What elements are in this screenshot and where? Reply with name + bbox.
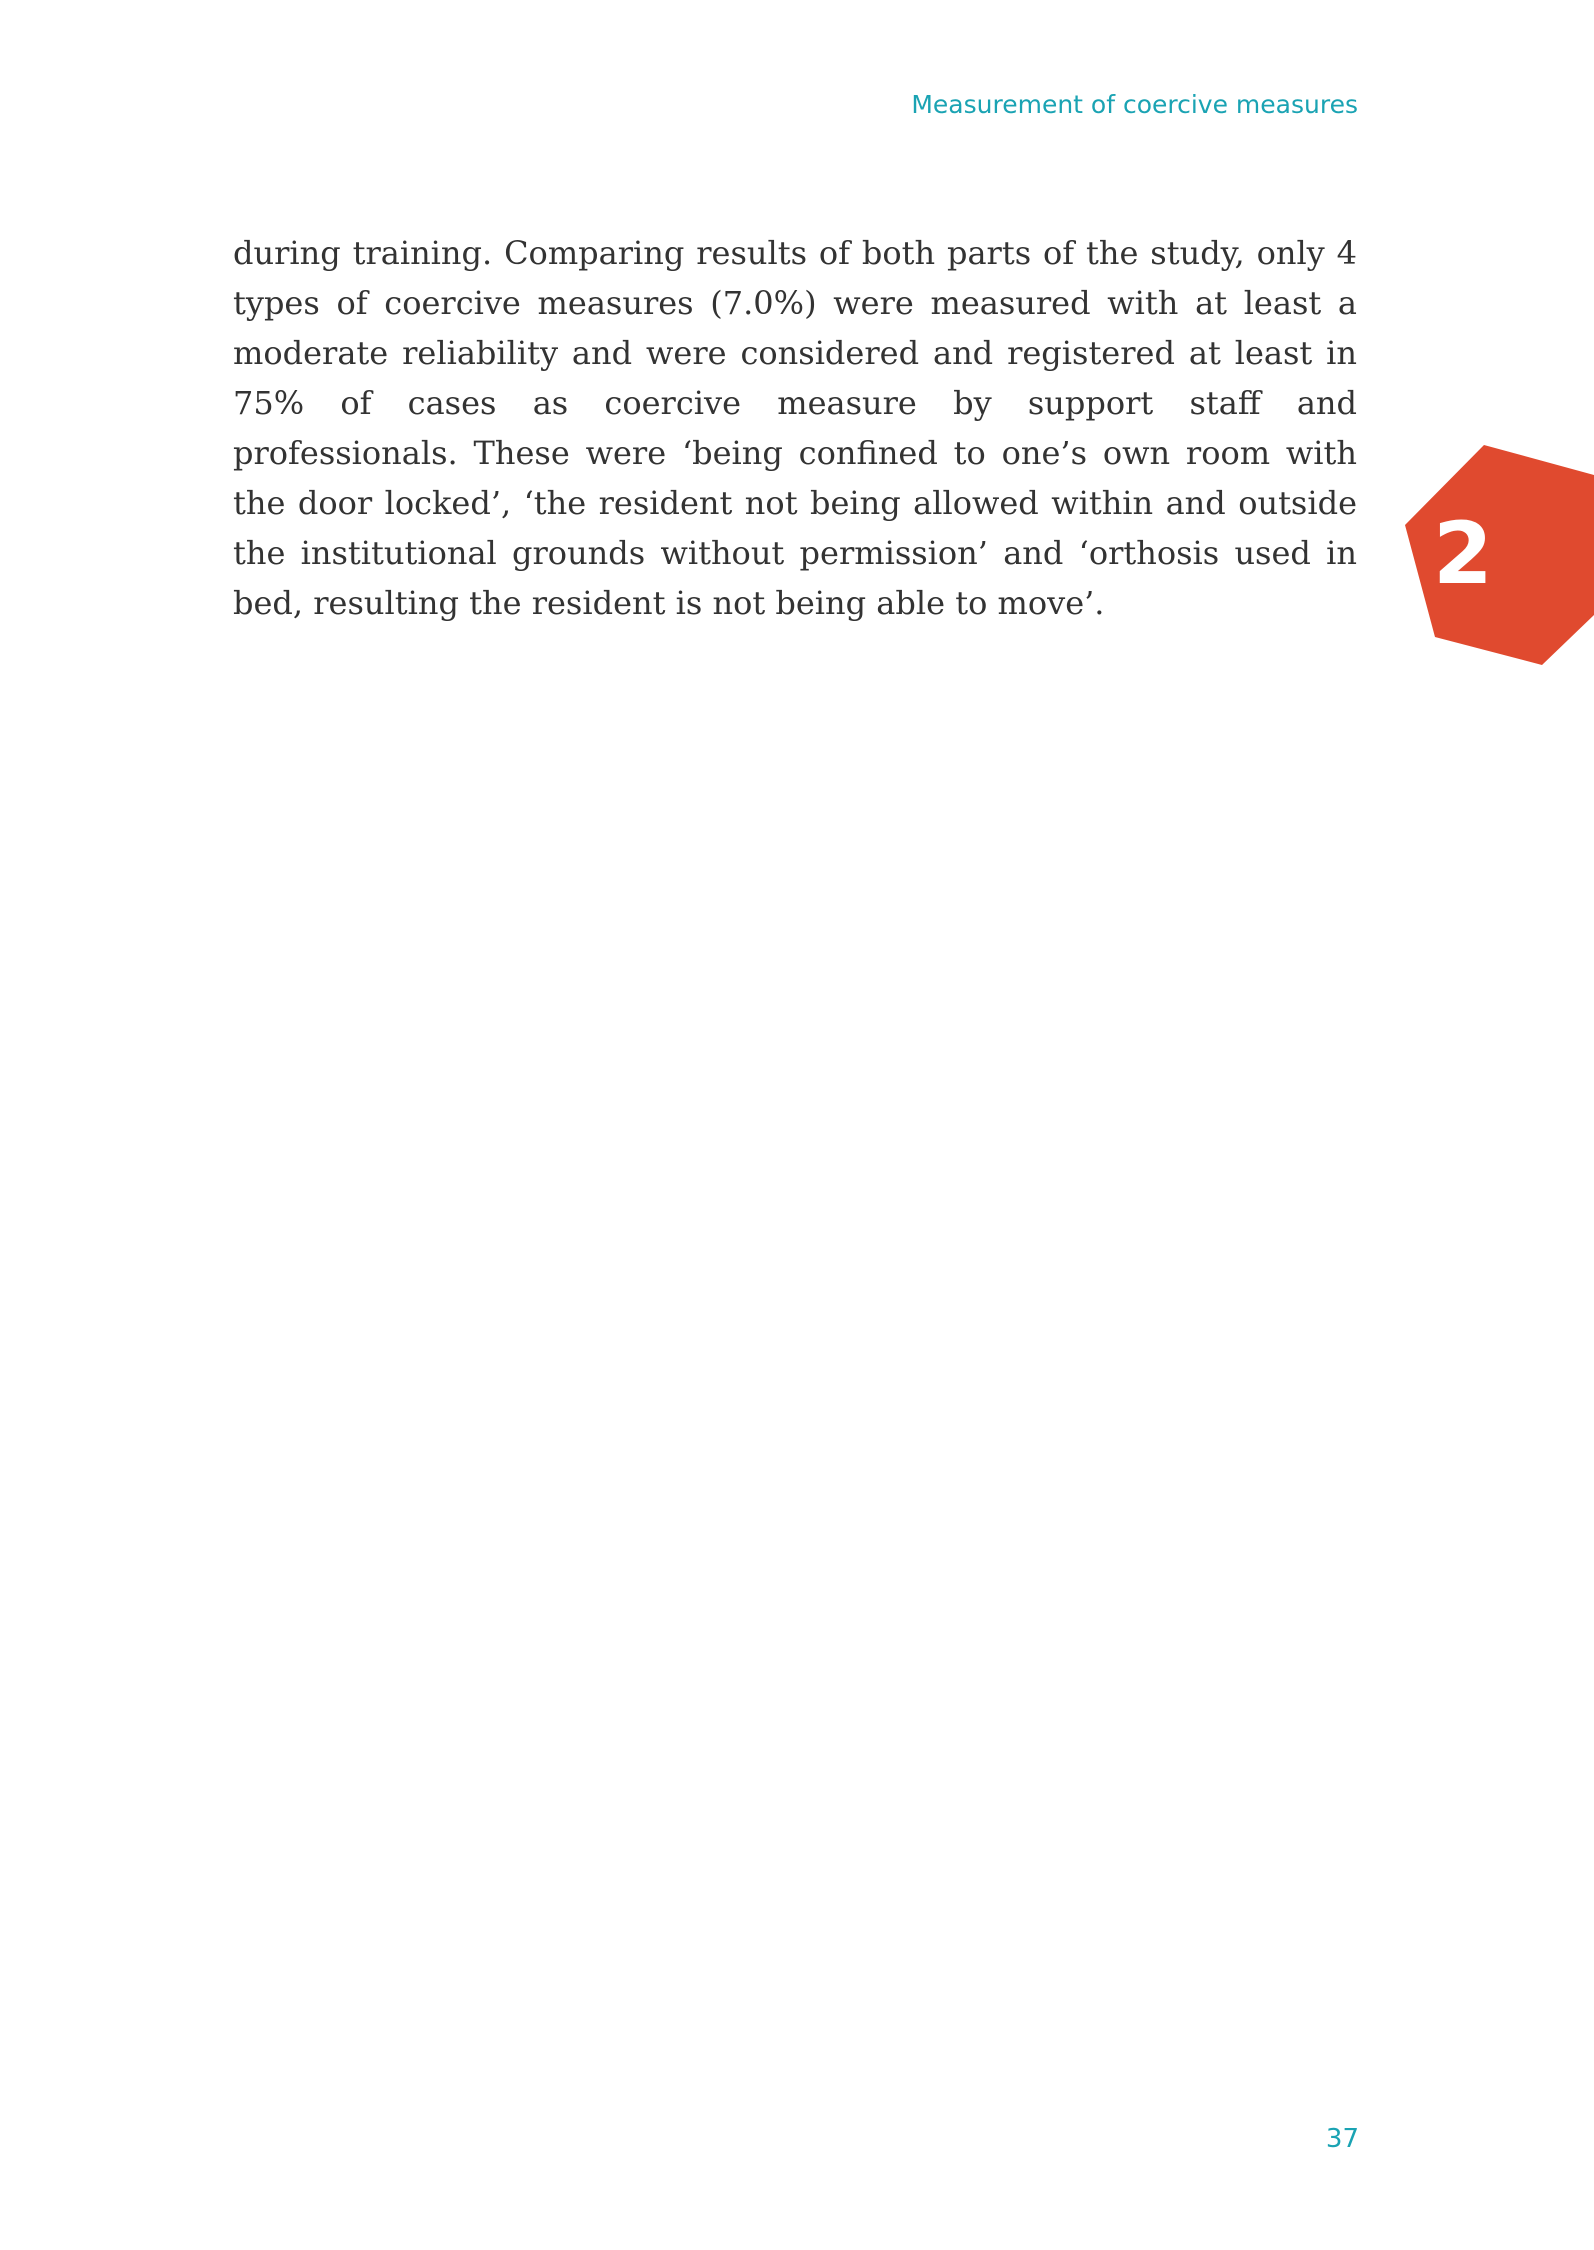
chapter-number: 2 (1433, 504, 1493, 604)
body-text (233, 228, 1357, 628)
body-paragraph: during training. Comparing results of both parts of the study, only 4 types of coercive measures (7.0%) were measured with at least a moderate reliability and were considered and registered at least in 75% of cases as coercive measure by support staff and professionals. These were ‘being confined to one’s own room with the door locked’, ‘the resident not being allowed within and outside the institutional grounds without permission’ and ‘orthosis used in bed, resulting the resident is not being able to move’. (233, 234, 1357, 622)
chapter-marker (1405, 445, 1594, 665)
running-header-title: Measurement of coercive measures (911, 90, 1358, 119)
page-number: 37 (1325, 2124, 1359, 2154)
